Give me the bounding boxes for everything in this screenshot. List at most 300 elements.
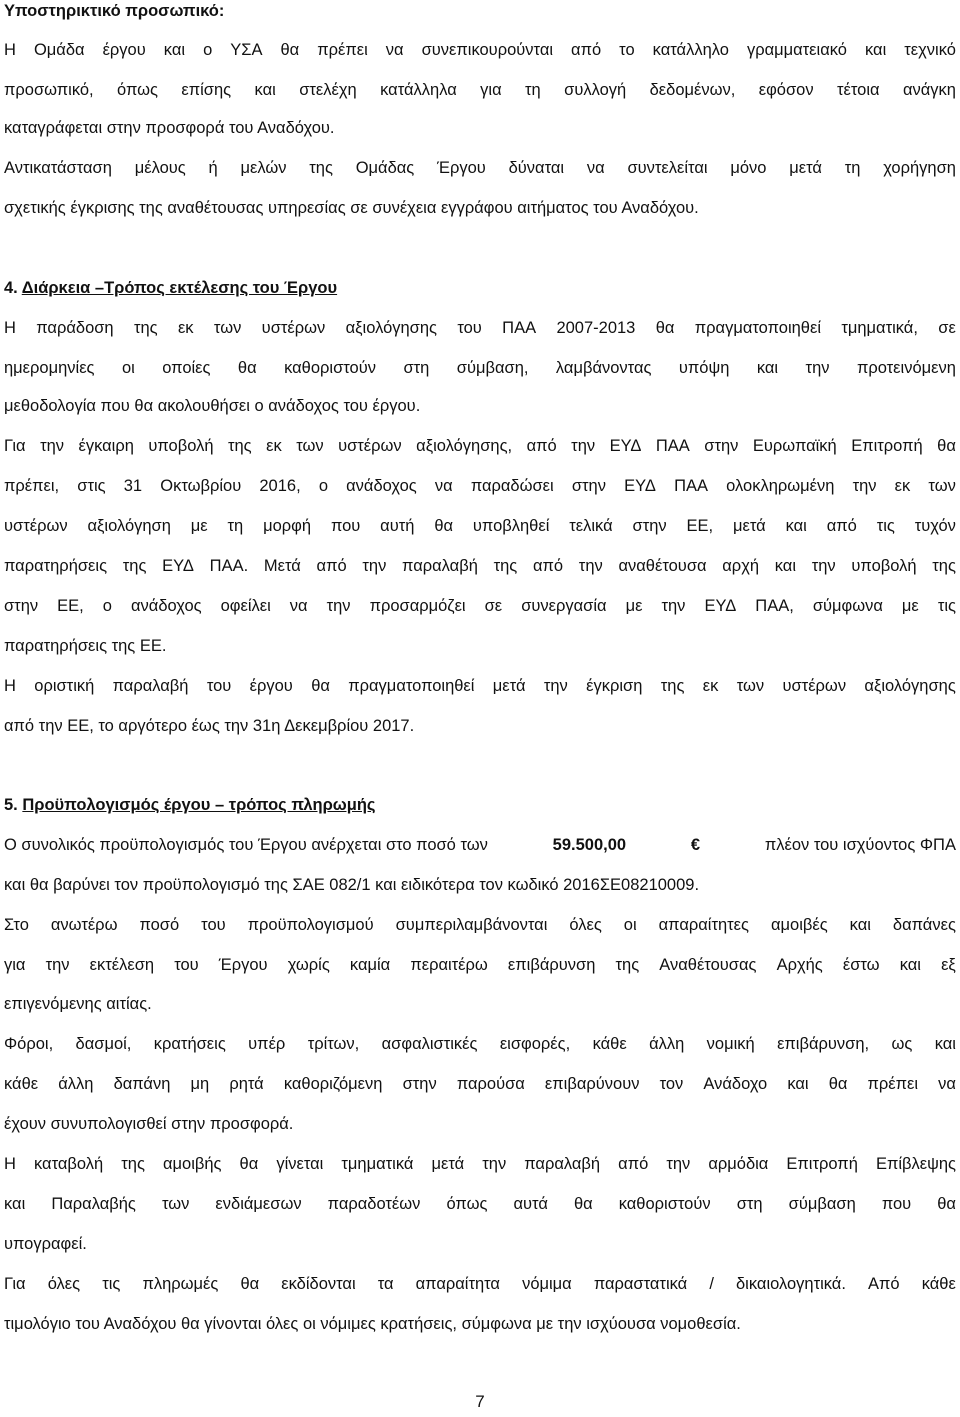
word: μετά [733, 517, 766, 535]
budget-amount-line [4, 835, 956, 855]
word: υποβληθεί [472, 517, 550, 535]
word: της [493, 557, 518, 575]
word: κατάλληλα [380, 81, 457, 99]
word: υποβολή [148, 437, 214, 455]
word: έγκριση [586, 677, 643, 695]
word: σύμβαση [788, 1195, 856, 1213]
word: κρατήσεις [153, 1035, 226, 1053]
word: υπέρ [248, 1035, 286, 1053]
word: πληρωμές [142, 1275, 219, 1293]
word: επιβάρυνση, [777, 1035, 870, 1053]
word: στην [402, 1075, 437, 1093]
word: στην [704, 437, 739, 455]
word: ασφαλιστικές [381, 1035, 478, 1053]
word: τις [876, 517, 895, 535]
word: την [578, 557, 603, 575]
word: να [289, 597, 308, 615]
word: εκ [702, 677, 719, 695]
word: χορήγηση [883, 159, 956, 177]
budget-line-7: έχουν συνυπολογισθεί στην προσφορά. [4, 1115, 294, 1133]
staff-line-4 [4, 158, 956, 178]
word: την [482, 1155, 507, 1173]
word: Ανάδοχο [703, 1075, 768, 1093]
word: δεδομένων, [649, 81, 736, 99]
word: μόνο [730, 159, 767, 177]
word: 31 [123, 477, 143, 495]
budget-line-5 [4, 1034, 956, 1054]
word: νομική [706, 1035, 755, 1053]
word: έργου [102, 41, 146, 59]
duration-line-11: από την ΕΕ, το αργότερο έως την 31η Δεκεμβρίου 2017. [4, 717, 415, 735]
word: Η [4, 319, 16, 337]
word: ανωτέρω [50, 916, 118, 934]
word: συντελείται [627, 159, 708, 177]
budget-line-8 [4, 1154, 956, 1174]
word: παραδώσει [470, 477, 554, 495]
word: των [736, 677, 765, 695]
word: ΥΣΑ [230, 41, 263, 59]
word: πρέπει, [4, 477, 60, 495]
section-4-heading [4, 278, 956, 298]
word: υστέρων [4, 517, 68, 535]
word: των [296, 437, 324, 455]
word: παράδοση [36, 319, 114, 337]
word: αρμόδια [708, 1155, 769, 1173]
word: σε [484, 597, 503, 615]
word: εισφορές, [499, 1035, 571, 1053]
word: χωρίς [287, 956, 330, 974]
word: Μετά [263, 557, 301, 575]
word: τη [525, 81, 541, 99]
word: τη [844, 159, 861, 177]
word: Επιτροπή [851, 437, 923, 455]
duration-line-7 [4, 556, 956, 576]
word: υστέρων [338, 437, 402, 455]
word: μέλους [134, 159, 186, 177]
word: ο [318, 477, 328, 495]
budget-line-12: τιμολόγιο του Αναδόχου θα γίνονται όλες οι νόμιμες κρατήσεις, σύμφωνα με την ισχύουσα νομοθεσία. [4, 1315, 741, 1333]
staff-line-1 [4, 40, 956, 60]
word: δαπάνη [113, 1075, 171, 1093]
word: στην [4, 597, 39, 615]
word: της [615, 956, 640, 974]
word: και [864, 41, 887, 59]
section-4-title: Διάρκεια –Τρόπος εκτέλεσης του Έργου [21, 279, 338, 297]
word: Έργου [437, 159, 486, 177]
budget-amount-prefix: Ο συνολικός προϋπολογισμός του Έργου ανέρχεται στο ποσό των [4, 836, 488, 854]
word: τμηματικά, [841, 319, 918, 337]
word: εκ [177, 319, 194, 337]
word: Ομάδας [355, 159, 415, 177]
word: και [934, 1035, 956, 1053]
word: οι [623, 916, 637, 934]
word: καμία [349, 956, 391, 974]
word: που [881, 1195, 912, 1213]
word: παρατηρήσεις [4, 557, 108, 575]
budget-amount: 59.500,00 [552, 836, 627, 854]
word: εκ [266, 437, 282, 455]
section-4-number: 4. [4, 279, 18, 297]
word: θα [937, 1195, 956, 1213]
word: ΕΕ, [57, 597, 84, 615]
word: όλες [569, 916, 602, 934]
word: θα [573, 1195, 593, 1213]
word: και [787, 1075, 809, 1093]
word: παραστατικά [593, 1275, 688, 1293]
word: θα [240, 1275, 260, 1293]
word: οριστική [34, 677, 95, 695]
word: τελικά [569, 517, 613, 535]
word: για [4, 956, 26, 974]
word: τυχόν [914, 517, 956, 535]
word: θα [311, 677, 330, 695]
euro-symbol: € [690, 836, 701, 854]
word: αυτή [380, 517, 415, 535]
staff-line-2 [4, 80, 956, 100]
word: των [928, 477, 956, 495]
word: πρέπει [317, 41, 368, 59]
word: ΠΑΑ [502, 319, 537, 337]
word: προϋπολογισμού [247, 916, 374, 934]
word: από [826, 517, 857, 535]
word: μελών [240, 159, 287, 177]
word: του [457, 319, 482, 337]
word: να [586, 159, 605, 177]
word: περαιτέρω [410, 956, 488, 974]
section-5-title: Προϋπολογισμός έργου – τρόπος πληρωμής [22, 796, 376, 814]
word: γίνεται [276, 1155, 324, 1173]
word: με [625, 597, 643, 615]
word: αξιολόγηση [87, 517, 171, 535]
word: Παραλαβής [51, 1195, 136, 1213]
word: στελέχη [299, 81, 357, 99]
duration-line-8 [4, 596, 956, 616]
word: αξιολόγησης [864, 677, 956, 695]
word: της [121, 1155, 145, 1173]
word: 2007-2013 [556, 319, 636, 337]
word: μετά [789, 159, 822, 177]
word: τις [102, 1275, 121, 1293]
word: Στο [4, 916, 29, 934]
word: Η [4, 677, 16, 695]
word: με [901, 597, 919, 615]
word: την [852, 477, 877, 495]
word: ο [203, 41, 213, 59]
word: στη [403, 359, 430, 377]
word: πραγματοποιηθεί [348, 677, 475, 695]
duration-line-10 [4, 676, 956, 696]
word: Επίβλεψης [875, 1155, 956, 1173]
word: καθοριστούν [284, 359, 376, 377]
word: αξιολόγησης, [416, 437, 513, 455]
word: ΕΕ, [686, 517, 714, 535]
duration-line-5 [4, 476, 956, 496]
word: υποβολή [851, 557, 917, 575]
word: υστέρων [782, 677, 847, 695]
word: να [938, 1075, 956, 1093]
word: προσωπικό, [4, 81, 94, 99]
word: κάθε [4, 1075, 39, 1093]
word: της [932, 557, 956, 575]
word: ως [891, 1035, 913, 1053]
word: την [543, 677, 568, 695]
word: και [254, 81, 276, 99]
word: αξιολόγησης [345, 319, 437, 337]
word: θα [434, 517, 454, 535]
word: μετά [492, 677, 526, 695]
word: οποίες [162, 359, 211, 377]
budget-line-2 [4, 915, 956, 935]
word: στην [632, 517, 667, 535]
word: την [362, 557, 387, 575]
word: όλες [47, 1275, 81, 1293]
budget-line-9 [4, 1194, 956, 1214]
word: θα [937, 437, 956, 455]
word: δαπάνες [892, 916, 956, 934]
word: καθοριζόμενη [283, 1075, 383, 1093]
word: Αρχής [776, 956, 823, 974]
word: ημερομηνίες [4, 359, 95, 377]
word: εκτέλεση [89, 956, 155, 974]
word: από [316, 557, 347, 575]
word: τεχνικό [904, 41, 956, 59]
word: από [571, 41, 602, 59]
word: δύναται [508, 159, 565, 177]
word: την [571, 437, 596, 455]
word: Φόροι, [4, 1035, 54, 1053]
word: του [174, 956, 199, 974]
budget-line-1: και θα βαρύνει τον προϋπολογισμό της ΣΑΕ 082/1 και ειδικότερα τον κωδικό 2016ΣΕ08210009. [4, 876, 700, 894]
word: Ευρωπαϊκή [752, 437, 837, 455]
word: ΕΥΔ [624, 477, 656, 495]
word: του [206, 677, 232, 695]
word: δικαιολογητικά. [736, 1275, 846, 1293]
word: εξ [941, 956, 956, 974]
word: έγκαιρη [78, 437, 134, 455]
word: της [227, 437, 252, 455]
word: Για [4, 1275, 26, 1293]
word: του [201, 916, 226, 934]
word: αμοιβές [770, 916, 828, 934]
word: ολοκληρωμένη [726, 477, 835, 495]
word: παραδοτέων [327, 1195, 421, 1213]
word: παρούσα [456, 1075, 525, 1093]
word: υστέρων [261, 319, 326, 337]
word: για [480, 81, 502, 99]
word: σε [938, 319, 956, 337]
budget-line-11 [4, 1274, 956, 1294]
word: Έργου [218, 956, 268, 974]
word: θα [237, 359, 257, 377]
word: θα [239, 1155, 259, 1173]
word: καταβολή [33, 1155, 104, 1173]
word: την [326, 597, 351, 615]
budget-amount-suffix: πλέον του ισχύοντος ΦΠΑ [764, 836, 956, 854]
word: συνεπικουρούνται [421, 41, 554, 59]
word: οφείλει [220, 597, 271, 615]
word: των [213, 319, 242, 337]
word: όπως [446, 1195, 488, 1213]
word: συνεργασία [521, 597, 607, 615]
word: από [526, 437, 557, 455]
duration-line-3: μεθοδολογία που θα ακολουθήσει ο ανάδοχος του έργου. [4, 397, 421, 415]
word: άλλη [58, 1075, 94, 1093]
word: τμηματικά [341, 1155, 414, 1173]
word: μορφή [263, 517, 312, 535]
word: παραλαβή [112, 677, 189, 695]
word: και [899, 956, 921, 974]
word: έργου [249, 677, 293, 695]
word: παραλαβή [524, 1155, 601, 1173]
staff-line-5: σχετικής έγκρισης της αναθέτουσας υπηρεσίας σε συνέχεια εγγράφου αιτήματος του Αναδόχου. [4, 199, 699, 217]
staff-heading: Υποστηρικτικό προσωπικό: [4, 2, 225, 20]
word: απαραίτητες [658, 916, 749, 934]
word: κάθε [921, 1275, 956, 1293]
word: της [122, 557, 147, 575]
page-number: 7 [475, 1392, 485, 1411]
word: έστω [842, 956, 880, 974]
word: Για [4, 437, 26, 455]
word: ΠΑΑ, [755, 597, 794, 615]
duration-line-4 [4, 436, 956, 456]
word: και [4, 1195, 26, 1213]
word: καθοριστούν [618, 1195, 711, 1213]
word: 2016, [259, 477, 301, 495]
word: θα [828, 1075, 848, 1093]
word: της [133, 319, 158, 337]
word: υπόψη [678, 359, 730, 377]
word: μετά [431, 1155, 465, 1173]
budget-line-10: υπογραφεί. [4, 1235, 87, 1253]
word: την [40, 437, 65, 455]
word: της [309, 159, 333, 177]
word: αναθέτουσα [618, 557, 707, 575]
word: επιβάρυνση [507, 956, 596, 974]
duration-line-9: παρατηρήσεις της ΕΕ. [4, 637, 167, 655]
word: ΕΥΔ [704, 597, 737, 615]
word: εκ [894, 477, 911, 495]
word: Οκτωβρίου [160, 477, 242, 495]
word: Η [4, 41, 16, 59]
word: των [161, 1195, 190, 1213]
word: και [785, 517, 807, 535]
word: επίσης [181, 81, 232, 99]
word: από [532, 557, 564, 575]
word: ρητά [229, 1075, 264, 1093]
duration-line-1 [4, 318, 956, 338]
word: τις [937, 597, 956, 615]
word: Από [868, 1275, 900, 1293]
word: ή [208, 159, 218, 177]
word: και [849, 916, 871, 934]
section-5-number: 5. [4, 796, 18, 814]
word: νόμιμα [522, 1275, 572, 1293]
word: Αναθέτουσας [659, 956, 757, 974]
word: πρέπει [867, 1075, 919, 1093]
word: απαραίτητα [415, 1275, 500, 1293]
word: Η [4, 1155, 16, 1173]
word: τα [377, 1275, 394, 1293]
word: αμοιβής [162, 1155, 222, 1173]
word: ΠΑΑ [674, 477, 709, 495]
budget-line-3 [4, 955, 956, 975]
word: μη [190, 1075, 210, 1093]
word: δασμοί, [75, 1035, 132, 1053]
word: την [661, 597, 686, 615]
word: στη [736, 1195, 763, 1213]
word: να [434, 477, 453, 495]
word: σύμβαση, [456, 359, 529, 377]
staff-line-3: καταγράφεται στην προσφορά του Αναδόχου. [4, 119, 335, 137]
word: στις [77, 477, 106, 495]
word: ΕΥΔ [162, 557, 194, 575]
word: την [805, 359, 830, 377]
word: θα [655, 319, 675, 337]
word: εκδίδονται [281, 1275, 356, 1293]
word: ΠΑΑ. [209, 557, 249, 575]
word: ανάδοχος [130, 597, 202, 615]
word: κάθε [592, 1035, 627, 1053]
word: τον [659, 1075, 684, 1093]
word: να [385, 41, 404, 59]
word: την [666, 1155, 691, 1173]
word: και [756, 359, 779, 377]
word: προτεινόμενη [856, 359, 956, 377]
word: Ομάδα [33, 41, 85, 59]
word: / [709, 1275, 714, 1293]
word: αρχή [722, 557, 760, 575]
word: τέτοια [837, 81, 880, 99]
word: στην [571, 477, 606, 495]
word: αυτά [513, 1195, 548, 1213]
word: ποσό [139, 916, 180, 934]
word: Αντικατάσταση [4, 159, 112, 177]
word: το [619, 41, 635, 59]
word: ΕΥΔ [609, 437, 642, 455]
word: από [618, 1155, 649, 1173]
word: Επιτροπή [786, 1155, 858, 1173]
word: οι [121, 359, 135, 377]
word: τρίτων, [307, 1035, 360, 1053]
word: ενδιάμεσων [215, 1195, 302, 1213]
word: με [190, 517, 208, 535]
word: που [330, 517, 361, 535]
word: συλλογή [564, 81, 627, 99]
word: συμπεριλαμβάνονται [395, 916, 548, 934]
word: ανάδοχος [346, 477, 417, 495]
word: προσαρμόζει [369, 597, 466, 615]
word: ο [102, 597, 112, 615]
word: παραλαβή [402, 557, 478, 575]
duration-line-2 [4, 358, 956, 378]
word: γραμματειακό [746, 41, 847, 59]
word: ανάγκη [902, 81, 956, 99]
word: σύμφωνα [812, 597, 883, 615]
budget-line-4: επιγενόμενης αιτίας. [4, 995, 152, 1013]
word: κατάλληλο [652, 41, 729, 59]
word: πραγματοποιηθεί [694, 319, 821, 337]
word: εφόσον [758, 81, 814, 99]
word: και [774, 557, 797, 575]
word: επιβαρύνουν [544, 1075, 640, 1093]
section-5-heading [4, 795, 956, 815]
word: ΠΑΑ [655, 437, 690, 455]
word: τη [227, 517, 244, 535]
word: την [811, 557, 836, 575]
word: της [660, 677, 685, 695]
word: άλλη [649, 1035, 685, 1053]
budget-line-6 [4, 1074, 956, 1094]
